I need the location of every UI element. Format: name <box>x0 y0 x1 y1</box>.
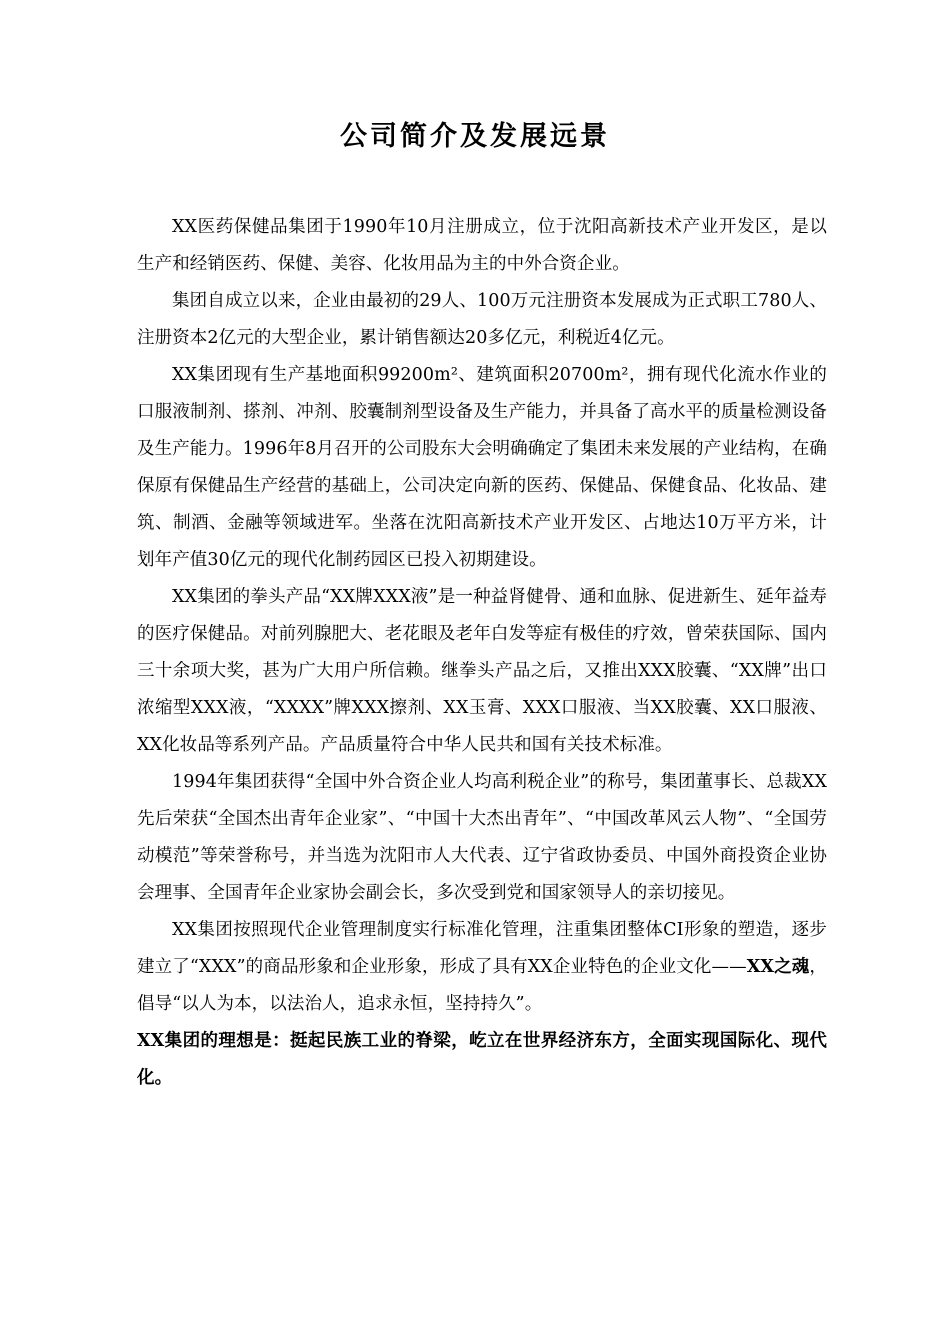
paragraph-founding: XX医药保健品集团于1990年10月注册成立，位于沈阳高新技术产业开发区，是以生产和经销医药、保健、美容、化妆用品为主的中外合资企业。 <box>137 217 827 274</box>
paragraph-vision: XX集团的理想是：挺起民族工业的脊梁，屹立在世界经济东方，全面实现国际化、现代化。 <box>137 1031 827 1088</box>
culture-text-after: ，倡导“以人为本，以法治人，追求永恒，坚持持久”。 <box>137 957 828 1014</box>
document-body <box>137 209 827 1097</box>
culture-text-before: XX集团按照现代企业管理制度实行标准化管理，注重集团整体CI形象的塑造，逐步建立了“XXX”的商品形象和企业形象，形成了具有XX企业特色的企业文化—— <box>137 920 827 977</box>
paragraph-honors: 1994年集团获得“全国中外合资企业人均高利税企业”的称号，集团董事长、总裁XX先后荣获“全国杰出青年企业家”、“中国十大杰出青年”、“中国改革风云人物”、“全国劳动模范”等荣誉称号，并当选为沈阳市人大代表、辽宁省政协委员、中国外商投资企业协会理事、全国青年企业家协会副会长，多次受到党和国家领导人的亲切接见。 <box>137 772 827 903</box>
paragraph-culture <box>137 912 827 1023</box>
paragraph-growth: 集团自成立以来，企业由最初的29人、100万元注册资本发展成为正式职工780人、注册资本2亿元的大型企业，累计销售额达20多亿元，利税近4亿元。 <box>137 291 827 348</box>
document-title: 公司简介及发展远景 <box>340 121 610 152</box>
paragraph-products: XX集团的拳头产品“XX牌XXX液”是一种益肾健骨、通和血脉、促进新生、延年益寿的医疗保健品。对前列腺肥大、老花眼及老年白发等症有极佳的疗效，曾荣获国际、国内三十余项大奖，甚为广大用户所信赖。继拳头产品之后，又推出XXX胶囊、“XX牌”出口浓缩型XXX液，“XXXX”牌XXX擦剂、XX玉膏、XXX口服液、当XX胶囊、XX口服液、XX化妆品等系列产品。产品质量符合中华人民共和国有关技术标准。 <box>137 587 827 755</box>
paragraph-production-base: XX集团现有生产基地面积99200m²、建筑面积20700m²，拥有现代化流水作业的口服液制剂、搽剂、冲剂、胶囊制剂型设备及生产能力，并具备了高水平的质量检测设备及生产能力。1996年8月召开的公司股东大会明确确定了集团未来发展的产业结构，在确保原有保健品生产经营的基础上，公司决定向新的医药、保健品、保健食品、化妆品、建筑、制酒、金融等领域进军。坐落在沈阳高新技术产业开发区、占地达10万平方米，计划年产值30亿元的现代化制药园区已投入初期建设。 <box>137 365 827 570</box>
culture-slogan: XX之魂 <box>746 957 810 977</box>
